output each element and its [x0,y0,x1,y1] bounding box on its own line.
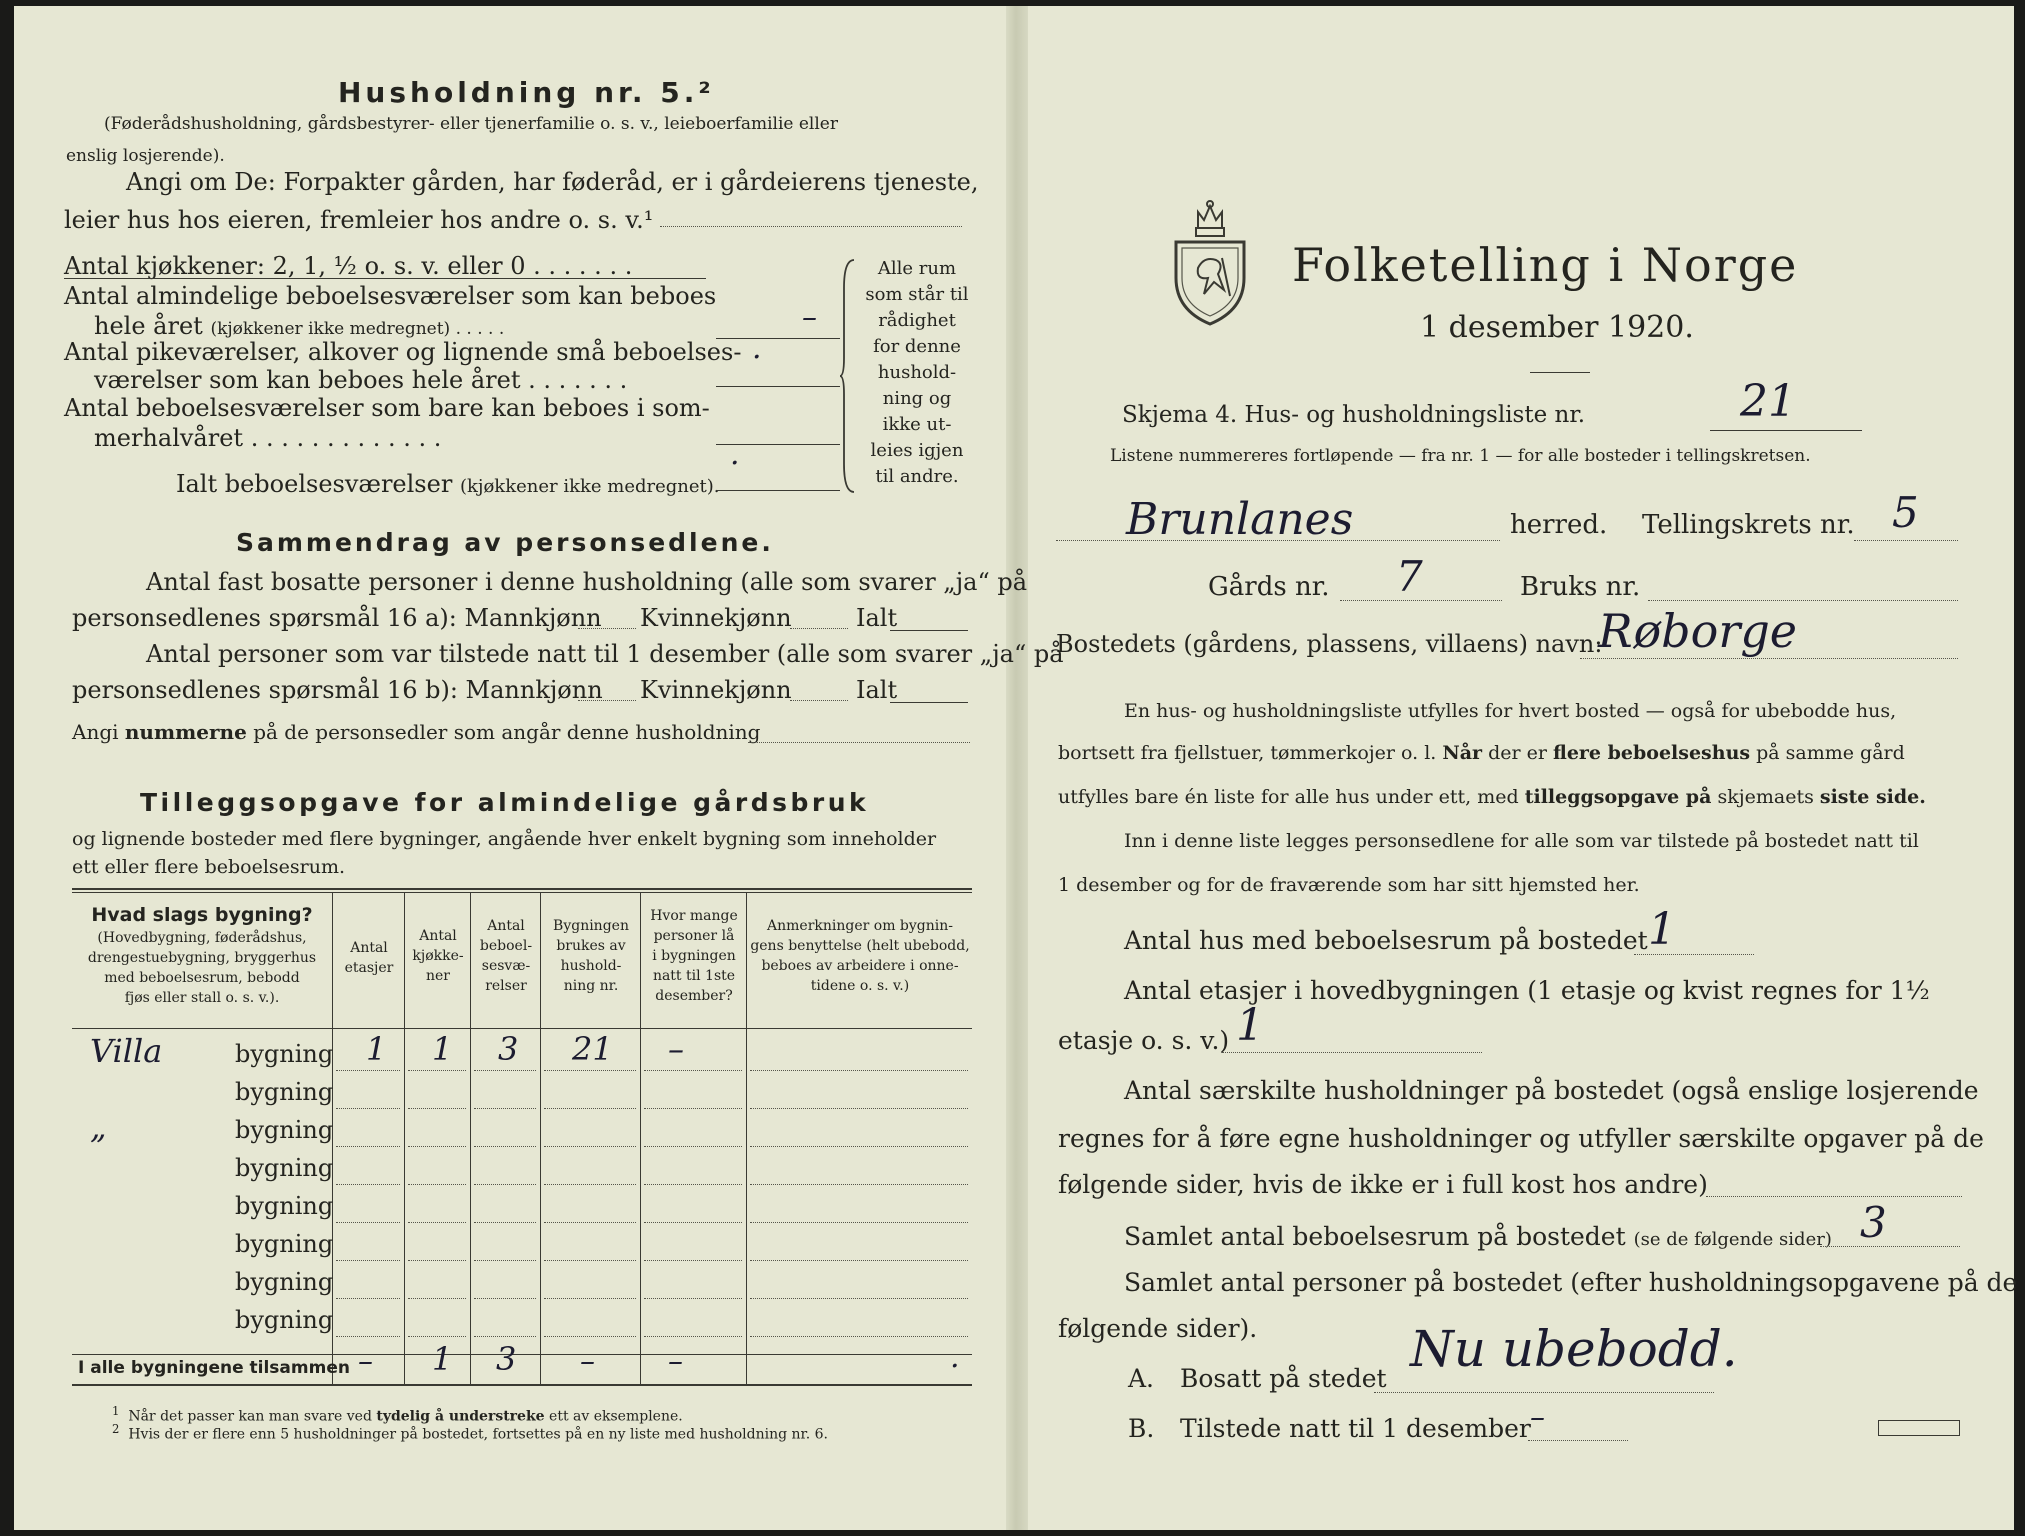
cell-answer-line[interactable] [544,1222,636,1223]
cell-answer-line[interactable] [750,1070,968,1071]
tellingskrets-line[interactable] [1854,540,1958,541]
total-household: – [580,1344,595,1379]
cell-answer-line[interactable] [408,1146,466,1147]
angi-line-1: Angi om De: Forpakter gården, har føderåd, er i gårdeierens tjeneste, [126,168,979,196]
supplement-sub-1: og lignende bosteder med flere bygninger, angående hver enkelt bygning som inneholder [72,828,937,850]
summary-p1-male-answer[interactable] [578,628,636,629]
list-number-value: 21 [1740,376,1796,427]
bosted-label: Bostedets (gårdens, plassens, villaens) navn: [1056,630,1603,658]
cell-answer-line[interactable] [408,1260,466,1261]
bosted-value: Røborge [1598,604,1797,658]
cell-answer-line[interactable] [474,1146,536,1147]
cell-answer-line[interactable] [750,1336,968,1337]
cell-answer-line[interactable] [544,1260,636,1261]
summary-p2-male-label: personsedlenes spørsmål 16 b): Mannkjønn [72,676,603,704]
cell-answer-line[interactable] [544,1070,636,1071]
brace-note-line: til andre. [875,466,959,487]
bosted-line[interactable] [1580,658,1958,659]
summary-p1-total-answer[interactable] [890,630,968,631]
col-header-type-sub: fjøs eller stall o. s. v.). [124,990,280,1006]
rooms-total-value: · [730,446,740,481]
total-persons: – [668,1344,683,1379]
cell-answer-line[interactable] [336,1108,400,1109]
building-label: bygning [235,1230,334,1258]
cell-answer-line[interactable] [408,1070,466,1071]
col-header-remarks-line: beboes av arbeidere i onne- [761,958,959,974]
cell-answer-line[interactable] [544,1336,636,1337]
table-top-border [72,888,972,890]
cell-answer-line[interactable] [644,1298,742,1299]
cell-answer-line[interactable] [644,1184,742,1185]
supplement-title: Tilleggsopgave for almindelige gårdsbruk [140,788,870,817]
col-header-household-line: brukes av [556,938,626,954]
col-header-household [542,916,640,996]
rooms-brace [840,258,860,494]
col-header-type-sub: drengestuebygning, bryggerhus [87,950,317,966]
cell-answer-line[interactable] [750,1184,968,1185]
present-letter: B. [1128,1414,1155,1443]
summary-title: Sammendrag av personsedlene. [236,528,774,557]
col-header-type-sub: (Hovedbygning, føderådshus, [97,930,307,946]
cell-answer-line[interactable] [336,1222,400,1223]
rooms-kitchens-label: Antal kjøkkener: 2, 1, ½ o. s. v. eller 0 . . . . . . . [64,252,633,280]
brace-note-line: ning og [882,388,952,409]
summary-p1-female-answer[interactable] [790,628,848,629]
cell-answer-line[interactable] [544,1108,636,1109]
footnote-1: $^1$ Når det passer kan man svare ved tydelig å understreke ett av eksemplene. [112,1404,683,1425]
rooms-ordinary-value: – [802,300,817,335]
bruks-label: Bruks nr. [1520,572,1641,602]
col-divider [746,892,747,1384]
floors-line[interactable] [1222,1052,1482,1053]
household-note: (Føderådshusholdning, gårdsbestyrer- eller tjenerfamilie o. s. v., leieboerfamilie eller [104,114,838,134]
col-header-kitchens-line: ner [426,968,450,984]
supplement-sub-2: ett eller flere beboelsesrum. [72,856,346,878]
angi-line-2: leier hus hos eieren, fremleier hos andre o. s. v.¹ [64,206,654,234]
cell-answer-line[interactable] [750,1108,968,1109]
col-header-persons [642,906,746,1006]
cell-answer-line[interactable] [544,1184,636,1185]
col-header-kitchens-line: kjøkke- [412,948,464,964]
summary-p2-total-label: Ialt [856,676,898,704]
cell-answer-line[interactable] [644,1146,742,1147]
total-rooms-label: Samlet antal beboelsesrum på bostedet (se de følgende sider) [1124,1222,1832,1251]
col-header-floors [334,938,404,978]
rooms-summer-answer[interactable] [716,444,840,445]
cell-answer-line[interactable] [750,1260,968,1261]
col-header-rooms-line: relser [485,978,527,994]
rooms-underline [64,278,706,279]
summary-p2-female-label: Kvinnekjønn [640,676,792,704]
cell-answer-line[interactable] [750,1146,968,1147]
cell-answer-line[interactable] [474,1336,536,1337]
rooms-ordinary-label: Antal almindelige beboelsesværelser som kan beboes [64,282,717,310]
resident-letter: A. [1128,1364,1155,1393]
cell-answer-line[interactable] [408,1108,466,1109]
total-kitchens: 1 [432,1340,453,1378]
col-divider [640,892,641,1384]
total-rooms: 3 [496,1340,517,1378]
present-line[interactable] [1528,1440,1628,1441]
cell-answer-line[interactable] [336,1336,400,1337]
norway-coat-of-arms [1168,198,1252,328]
col-divider [404,892,405,1384]
table-bottom-border [72,1384,972,1386]
summary-p1-total-label: Ialt [856,604,898,632]
col-header-persons-line: desember? [655,988,733,1004]
col-header-remarks [748,916,972,996]
total-remarks: . [950,1340,960,1375]
resident-line[interactable] [1374,1392,1714,1393]
total-label: I alle bygningene tilsammen [78,1358,350,1378]
cell-answer-line[interactable] [474,1184,536,1185]
building-label: bygning [235,1268,334,1296]
rooms-total-answer[interactable] [716,490,840,491]
col-header-remarks-line: tidene o. s. v.) [810,978,910,994]
summary-p1-male-label: personsedlenes spørsmål 16 a): Mannkjønn [72,604,602,632]
col-header-household-line: Bygningen [553,918,629,934]
building-label: bygning [235,1116,334,1144]
households-label: Antal særskilte husholdninger på bostedet (også enslige losjerende [1124,1076,1979,1105]
col-header-rooms [472,916,540,996]
cell-answer-line[interactable] [544,1298,636,1299]
col-header-rooms-line: beboel- [479,938,533,954]
cell-answer-line[interactable] [474,1298,536,1299]
brace-note [862,256,972,490]
summary-p2-female-answer[interactable] [790,700,848,701]
households-line[interactable] [1706,1196,1962,1197]
cell-answer-line[interactable] [644,1070,742,1071]
cell-answer-line[interactable] [474,1222,536,1223]
page-fold [1006,6,1028,1530]
summary-p2-male-answer[interactable] [578,700,636,701]
building-label: bygning [235,1192,334,1220]
houses-value: 1 [1648,904,1676,955]
col-header-rooms-line: Antal [487,918,525,934]
building-label: bygning [235,1306,334,1334]
building-label: bygning [235,1040,334,1068]
household-note-2: enslig losjerende). [66,146,225,166]
brace-note-line: ikke ut- [882,414,952,435]
col-divider [470,892,471,1384]
cell-answer-line[interactable] [750,1222,968,1223]
building-label: bygning [235,1078,334,1106]
brace-note-line: rådighet [878,310,956,331]
herred-value: Brunlanes [1126,494,1354,545]
cell-answer-line[interactable] [544,1146,636,1147]
summary-p2-total-answer[interactable] [890,702,968,703]
summary-p2: Antal personer som var tilstede natt til 1 desember (alle som svarer „ja“ på [146,640,1064,668]
cell-answer-line[interactable] [474,1108,536,1109]
info-line-1: En hus- og husholdningsliste utfylles for hvert bosted — også for ubebodde hus, [1124,700,1897,722]
cell-answer-line[interactable] [644,1108,742,1109]
brace-note-line: leies igjen [870,440,964,461]
cell-answer-line[interactable] [474,1260,536,1261]
cell-building-type: „ [90,1108,107,1146]
resident-label: Bosatt på stedet [1180,1364,1387,1393]
households-label-3: følgende sider, hvis de ikke er i full kost hos andre) [1058,1170,1708,1199]
rooms-small-label: Antal pikeværelser, alkover og lignende små beboelses- [64,338,742,366]
cell-floors: 1 [366,1030,387,1068]
floors-label: Antal etasjer i hovedbygningen (1 etasje og kvist regnes for 1½ [1124,976,1930,1005]
cell-answer-line[interactable] [408,1184,466,1185]
rooms-ordinary-label-2: hele året (kjøkkener ikke medregnet) . . . . . [94,312,505,340]
total-rooms-value: 3 [1860,1198,1887,1247]
cell-answer-line[interactable] [408,1298,466,1299]
rooms-total-label: Ialt beboelsesværelser (kjøkkener ikke medregnet). [176,470,720,498]
total-persons-label: Samlet antal personer på bostedet (efter husholdningsopgavene på de [1124,1268,2018,1297]
skjema-label: Skjema 4. Hus- og husholdningsliste nr. [1122,402,1586,428]
cell-answer-line[interactable] [750,1298,968,1299]
cell-household: 21 [572,1030,613,1068]
footnote-2: $^2$ Hvis der er flere enn 5 husholdninger på bostedet, fortsettes på en ny liste med husholdning nr. 6. [112,1422,828,1443]
herred-label: herred. [1510,510,1608,540]
col-header-floors-line: etasjer [344,960,394,976]
col-header-persons-line: Hvor mange [650,908,738,924]
col-header-household-line: ning nr. [563,978,619,994]
numbering-note: Listene nummereres fortløpende — fra nr. 1 — for alle bosteder i tellingskretsen. [1110,446,1811,466]
title-rule [1530,372,1590,373]
household-title: Husholdning nr. 5.² [338,76,715,109]
rooms-small-answer[interactable] [716,386,840,387]
summary-p1: Antal fast bosatte personer i denne husholdning (alle som svarer „ja“ på [146,568,1028,596]
building-label: bygning [235,1154,334,1182]
printer-stamp [1878,1420,1960,1436]
brace-note-line: hushold- [877,362,957,383]
total-rooms-line[interactable] [1820,1246,1960,1247]
brace-note-line: som står til [865,284,969,305]
col-header-floors-line: Antal [350,940,388,956]
brace-note-line: Alle rum [877,258,957,279]
cell-answer-line[interactable] [336,1298,400,1299]
col-header-type: Hvad slags bygning? (Hovedbygning, føderådshus, drengestuebygning, bryggerhus med beboelsesrum, bebodd fjøs eller stall o. s. v.). [74,902,330,1008]
list-number-line[interactable] [1710,430,1862,431]
total-floors: – [358,1344,373,1379]
table-top-border-2 [72,892,972,893]
floors-label-2: etasje o. s. v.) [1058,1026,1230,1055]
col-header-remarks-line: gens benyttelse (helt ubebodd, [750,938,970,954]
cell-kitchens: 1 [432,1030,453,1068]
total-persons-label-2: følgende sider). [1058,1314,1258,1343]
brace-note-line: for denne [873,336,961,357]
summary-p1-female-label: Kvinnekjønn [640,604,792,632]
col-divider [540,892,541,1384]
bruks-line[interactable] [1648,600,1958,601]
angi-answer-line[interactable] [660,226,962,227]
cell-answer-line[interactable] [408,1336,466,1337]
tellingskrets-label: Tellingskrets nr. [1642,510,1855,540]
cell-answer-line[interactable] [644,1222,742,1223]
cell-answer-line[interactable] [474,1070,536,1071]
info-line-2: bortsett fra fjellstuer, tømmerkojer o. l. Når der er flere beboelseshus på samme gård [1058,742,1905,764]
table-total-border [72,1354,972,1355]
resident-value: Nu ubebodd. [1410,1320,1738,1378]
info-line-5: 1 desember og for de fraværende som har sitt hjemsted her. [1058,874,1640,896]
cell-answer-line[interactable] [644,1260,742,1261]
col-header-persons-line: personer lå [653,928,735,944]
table-header-border [72,1028,972,1029]
present-value: – [1530,1400,1545,1435]
census-title: Folketelling i Norge [1292,238,1799,292]
cell-answer-line[interactable] [336,1070,400,1071]
col-header-persons-line: i bygningen [652,948,736,964]
present-label: Tilstede natt til 1 desember [1180,1414,1531,1443]
info-line-3: utfylles bare én liste for alle hus under ett, med tilleggsopgave på skjemaets siste side. [1058,786,1926,808]
info-line-4: Inn i denne liste legges personsedlene for alle som var tilstede på bostedet natt til [1124,830,1919,852]
col-header-persons-line: natt til 1ste [652,968,736,984]
col-header-rooms-line: sesvæ- [481,958,531,974]
col-header-household-line: hushold- [560,958,622,974]
col-header-remarks-line: Anmerkninger om bygnin- [767,918,953,934]
cell-answer-line[interactable] [336,1146,400,1147]
rooms-summer-label: Antal beboelsesværelser som bare kan beboes i som- [64,394,710,422]
tellingskrets-value: 5 [1892,488,1919,537]
cell-answer-line[interactable] [644,1336,742,1337]
col-header-type-sub: med beboelsesrum, bebodd [104,970,300,986]
floors-value: 1 [1236,1000,1264,1051]
cell-answer-line[interactable] [408,1222,466,1223]
cell-answer-line[interactable] [336,1260,400,1261]
col-header-kitchens-line: Antal [419,928,457,944]
gards-label: Gårds nr. [1208,572,1330,602]
cell-persons: – [668,1030,684,1068]
rooms-small-value: · [752,340,762,375]
houses-label: Antal hus med beboelsesrum på bostedet [1124,926,1648,955]
summary-numbers-answer[interactable] [748,742,970,743]
rooms-summer-label-2: merhalvåret . . . . . . . . . . . . . [94,424,442,452]
summary-numbers-label: Angi nummerne på de personsedler som angår denne husholdning [72,720,761,744]
census-date: 1 desember 1920. [1420,310,1694,345]
households-label-2: regnes for å føre egne husholdninger og utfyller særskilte opgaver på de [1058,1124,1984,1153]
cell-answer-line[interactable] [336,1184,400,1185]
gards-value: 7 [1396,552,1423,601]
rooms-small-label-2: værelser som kan beboes hele året . . . . . . . [94,366,628,394]
cell-building-type: Villa [90,1032,163,1070]
cell-rooms: 3 [498,1030,519,1068]
col-header-kitchens [406,926,470,986]
